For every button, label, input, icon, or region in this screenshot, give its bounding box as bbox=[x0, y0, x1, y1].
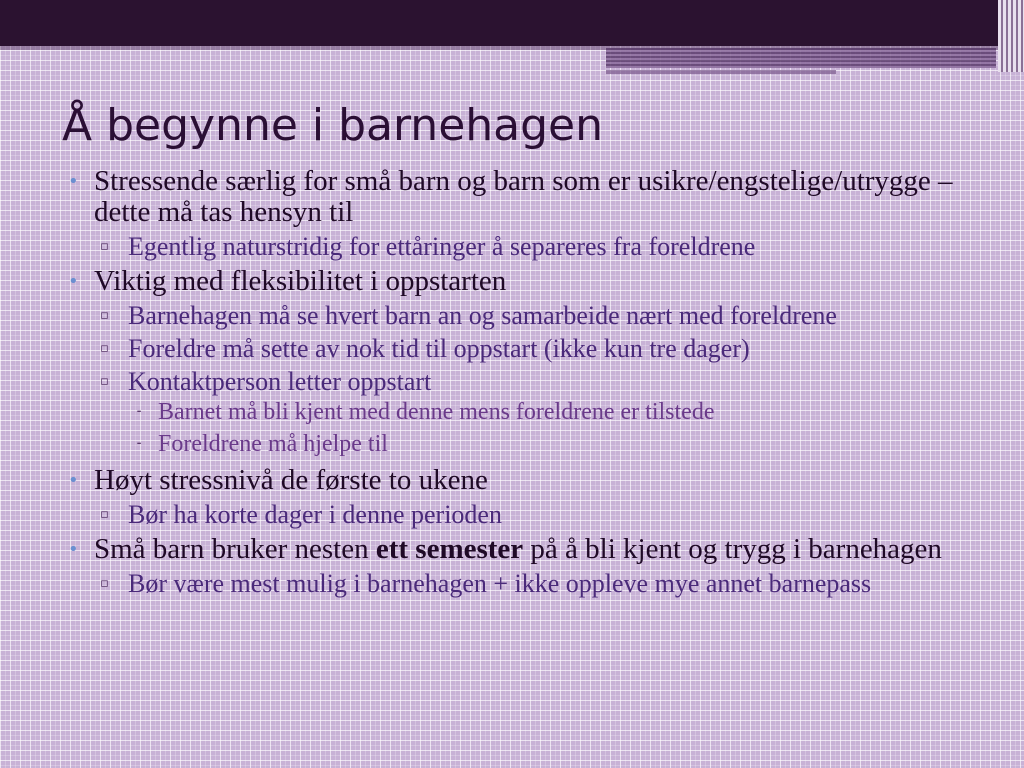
bullet-text: Høyt stressnivå de første to ukene bbox=[94, 464, 488, 496]
bullet-marker: • bbox=[68, 539, 79, 560]
sub-sub-bullet-text: Foreldrene må hjelpe til bbox=[158, 431, 388, 457]
bullet-item bbox=[68, 166, 978, 261]
slide-title: Å begynne i barnehagen bbox=[62, 100, 603, 151]
sub-bullet-item bbox=[96, 334, 978, 363]
sub-bullet-marker: ▫ bbox=[100, 374, 109, 389]
sub-bullet-marker: ▫ bbox=[100, 239, 109, 254]
bullet-marker: • bbox=[68, 271, 79, 292]
bullet-list bbox=[68, 166, 978, 598]
sub-bullet-text: Egentlig naturstridig for ettåringer å separeres fra foreldrene bbox=[128, 232, 756, 261]
sub-bullet-item bbox=[96, 367, 978, 460]
bullet-item bbox=[68, 266, 978, 460]
sub-sub-bullet-marker: ⁃ bbox=[136, 437, 142, 451]
sub-bullet-list bbox=[96, 301, 978, 460]
sub-bullet-item bbox=[96, 232, 978, 261]
sub-bullet-list bbox=[96, 500, 978, 529]
sub-bullet-list bbox=[96, 232, 978, 261]
sub-sub-bullet-item bbox=[128, 428, 978, 460]
sub-bullet-text: Bør være mest mulig i barnehagen + ikke oppleve mye annet barnepass bbox=[128, 569, 872, 598]
bullet-text: Stressende særlig for små barn og barn som er usikre/engstelige/utrygge – dette må tas hensyn til bbox=[94, 165, 953, 228]
sub-bullet-marker: ▫ bbox=[100, 308, 109, 323]
header-band bbox=[0, 0, 1024, 46]
bullet-text-end: på å bli kjent og trygg i barnehagen bbox=[523, 533, 942, 565]
sub-bullet-text: Foreldre må sette av nok tid til oppstart (ikke kun tre dager) bbox=[128, 334, 750, 363]
bullet-item bbox=[68, 534, 978, 598]
corner-stripes bbox=[998, 0, 1024, 72]
sub-bullet-item bbox=[96, 301, 978, 330]
bullet-text-bold: ett semester bbox=[375, 533, 524, 565]
header-accent-line bbox=[606, 70, 836, 74]
sub-bullet-item bbox=[96, 569, 978, 598]
sub-bullet-marker: ▫ bbox=[100, 576, 109, 591]
sub-sub-bullet-item bbox=[128, 396, 978, 428]
sub-bullet-marker: ▫ bbox=[100, 341, 109, 356]
sub-bullet-text: Kontaktperson letter oppstart bbox=[128, 367, 432, 396]
sub-bullet-item bbox=[96, 500, 978, 529]
sub-bullet-list bbox=[96, 569, 978, 598]
sub-sub-bullet-marker: ⁃ bbox=[136, 405, 142, 419]
sub-bullet-text: Barnehagen må se hvert barn an og samarbeide nært med foreldrene bbox=[128, 301, 837, 330]
sub-sub-bullet-list bbox=[128, 396, 978, 460]
bullet-marker: • bbox=[68, 171, 79, 192]
slide-body bbox=[68, 166, 978, 598]
bullet-marker: • bbox=[68, 470, 79, 491]
sub-sub-bullet-text: Barnet må bli kjent med denne mens foreldrene er tilstede bbox=[158, 399, 715, 425]
bullet-item bbox=[68, 465, 978, 529]
bullet-text-start: Små barn bruker nesten bbox=[94, 533, 376, 565]
header-accent-bar bbox=[606, 48, 996, 68]
sub-bullet-text: Bør ha korte dager i denne perioden bbox=[128, 500, 502, 529]
sub-bullet-marker: ▫ bbox=[100, 507, 109, 522]
bullet-text bbox=[94, 533, 942, 565]
bullet-text: Viktig med fleksibilitet i oppstarten bbox=[94, 265, 507, 297]
